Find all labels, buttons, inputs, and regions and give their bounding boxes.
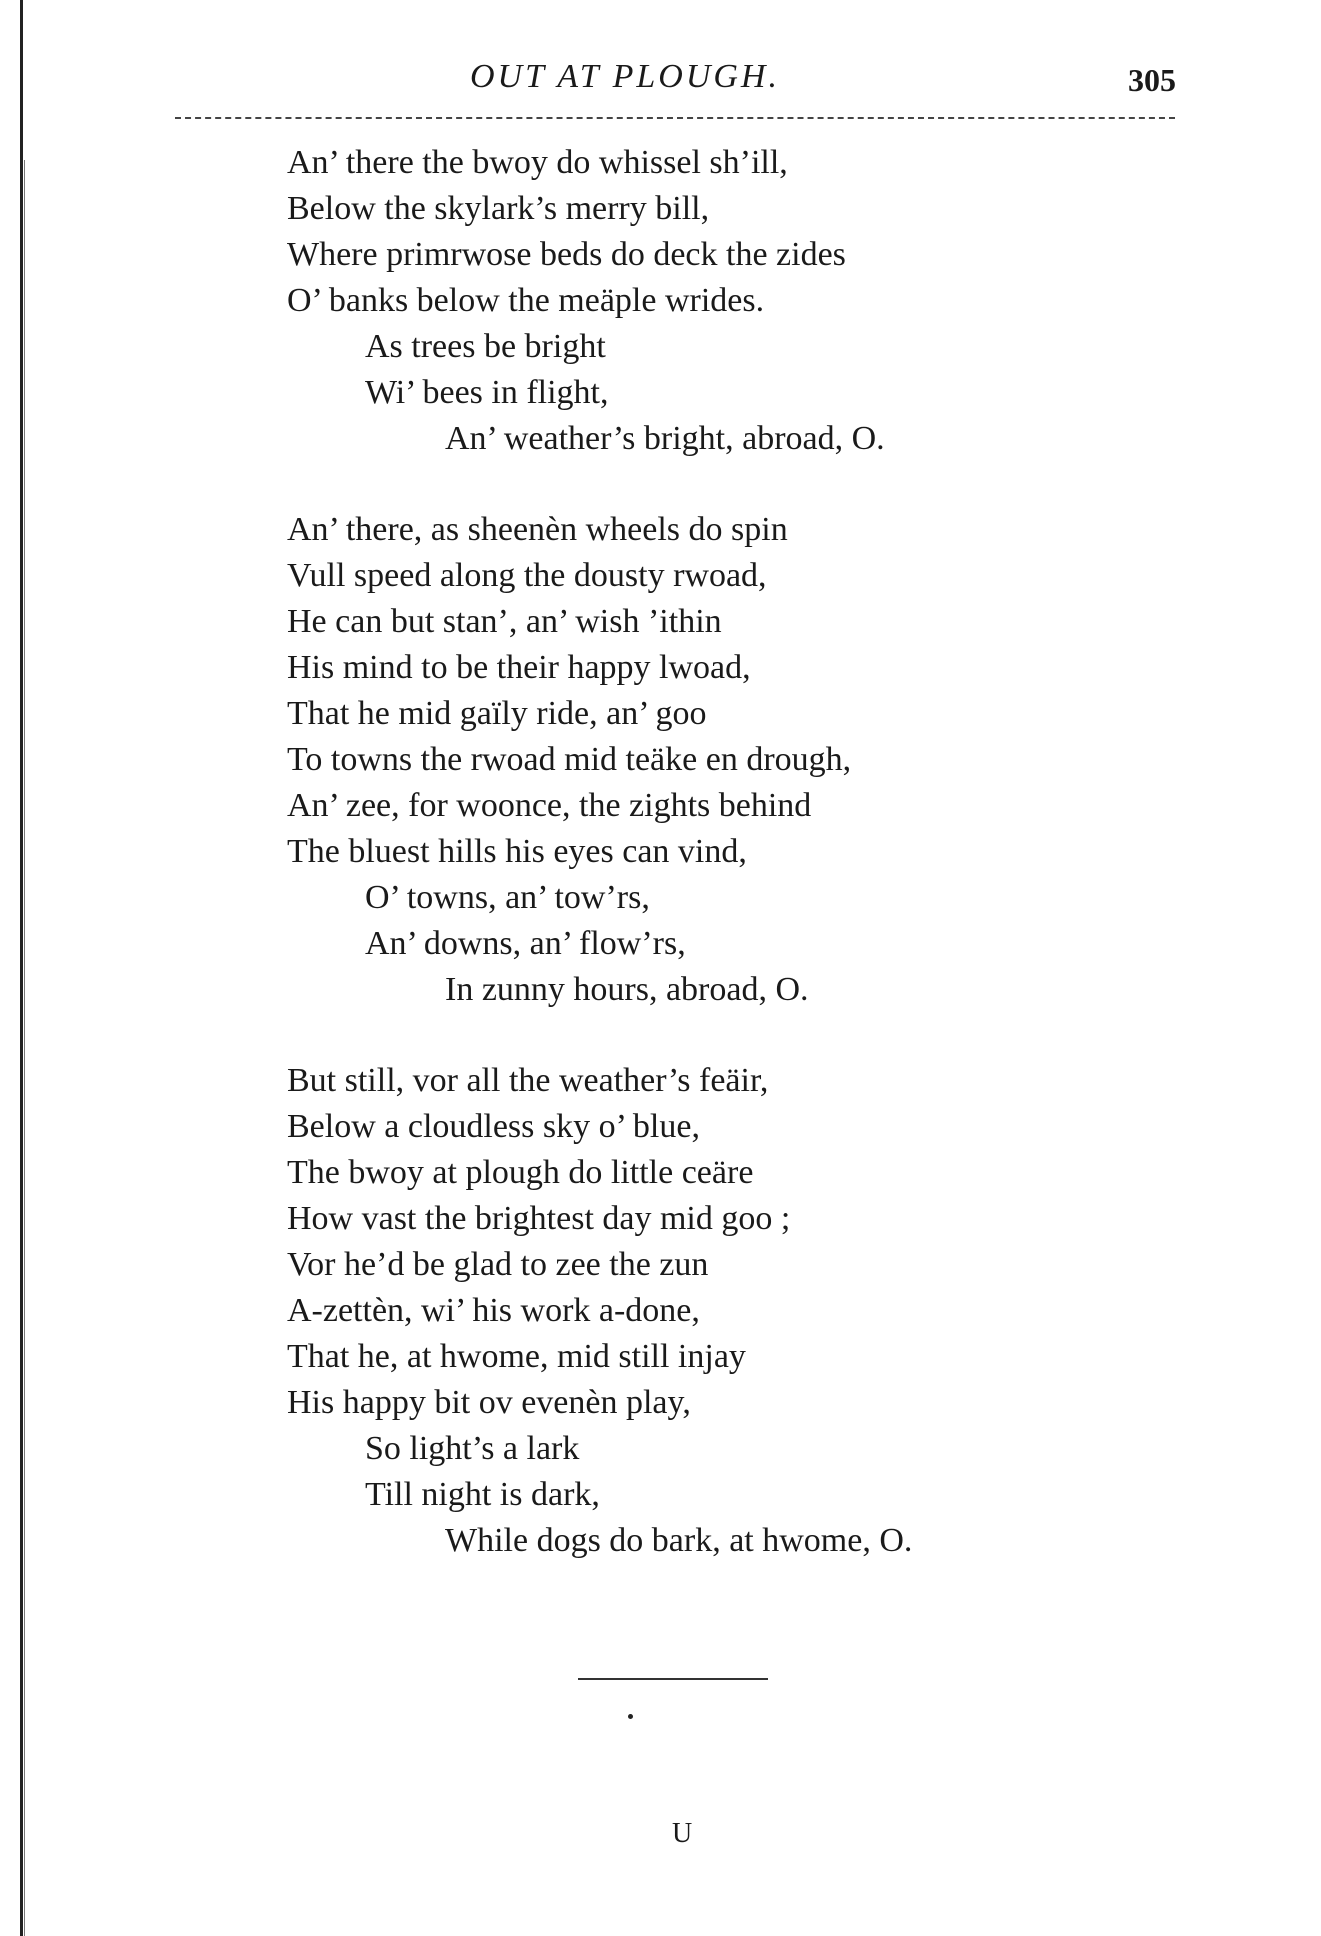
poem-line: An’ there, as sheenèn wheels do spin [287,511,788,548]
poem-line: The bwoy at plough do little ceäre [287,1154,754,1191]
signature-mark: U [672,1818,693,1849]
poem-line: His happy bit ov evenèn play, [287,1384,691,1421]
poem-body [287,140,1187,1609]
stanza [287,140,1187,462]
poem-line: As trees be bright [365,328,606,365]
poem-line: Till night is dark, [365,1476,600,1513]
ink-dot [628,1714,633,1719]
poem-line: His mind to be their happy lwoad, [287,649,751,686]
end-rule [578,1678,768,1680]
poem-line: A-zettèn, wi’ his work a-done, [287,1292,700,1329]
binding-edge-shadow [24,160,25,1936]
poem-line: How vast the brightest day mid goo ; [287,1200,791,1237]
poem-line: He can but stan’, an’ wish ’ithin [287,603,722,640]
header-rule [175,117,1175,119]
poem-line: That he mid gaïly ride, an’ goo [287,695,707,732]
poem-line: An’ weather’s bright, abroad, O. [445,420,885,457]
poem-line: So light’s a lark [365,1430,580,1467]
poem-line: Vor he’d be glad to zee the zun [287,1246,709,1283]
poem-line: Wi’ bees in flight, [365,374,609,411]
poem-line: That he, at hwome, mid still injay [287,1338,746,1375]
poem-line: Below the skylark’s merry bill, [287,190,710,227]
poem-line: While dogs do bark, at hwome, O. [445,1522,913,1559]
poem-line: Below a cloudless sky o’ blue, [287,1108,700,1145]
poem-line: In zunny hours, abroad, O. [445,971,809,1008]
poem-line: O’ towns, an’ tow’rs, [365,879,650,916]
poem-line: Where primrwose beds do deck the zides [287,236,846,273]
poem-line: An’ zee, for woonce, the zights behind [287,787,812,824]
poem-line: The bluest hills his eyes can vind, [287,833,747,870]
poem-line: To towns the rwoad mid teäke en drough, [287,741,852,778]
stanza [287,507,1187,1013]
binding-edge [20,0,23,1936]
stanza [287,1058,1187,1564]
poem-line: O’ banks below the meäple wrides. [287,282,765,319]
page-number: 305 [1128,62,1176,98]
poem-line: Vull speed along the dousty rwoad, [287,557,767,594]
poem-line: But still, vor all the weather’s feäir, [287,1062,769,1099]
running-title: OUT AT PLOUGH. [470,58,780,95]
poem-line: An’ there the bwoy do whissel sh’ill, [287,144,788,181]
poem-line: An’ downs, an’ flow’rs, [365,925,686,962]
